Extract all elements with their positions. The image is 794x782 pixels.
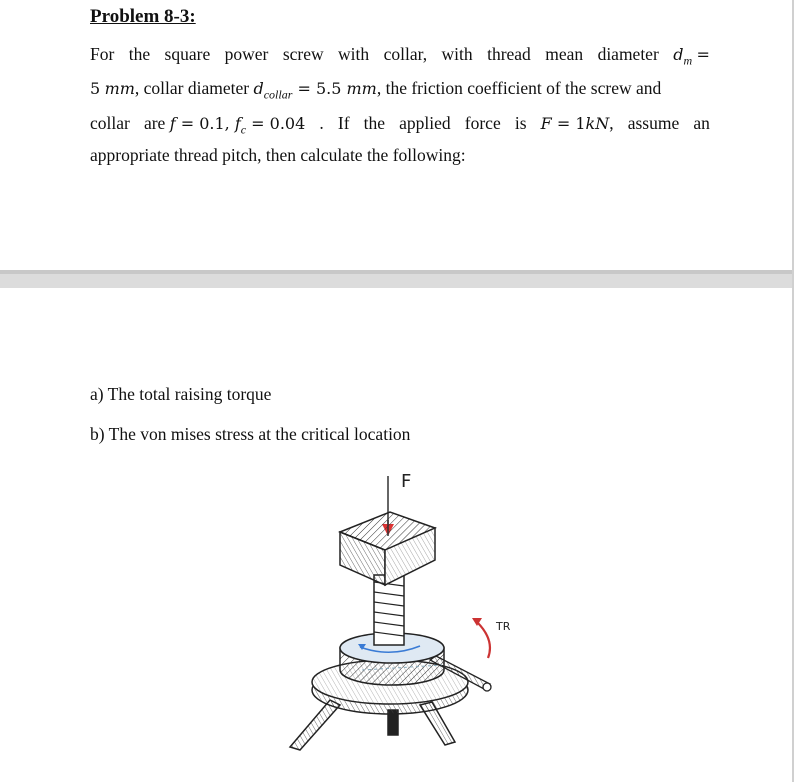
- word: collar: [90, 113, 130, 133]
- math-symbol: F: [540, 114, 552, 133]
- math-equals: =: [696, 45, 710, 64]
- math-value: = 5.5: [292, 79, 347, 98]
- word: assume: [627, 113, 680, 133]
- math-unit: kN: [585, 114, 610, 133]
- word: collar,: [383, 44, 428, 64]
- question-a: a) The total raising torque: [90, 384, 272, 404]
- word: For: [90, 44, 115, 64]
- word: If: [337, 113, 350, 133]
- math-friction: [144, 115, 305, 139]
- math-unit: mm: [346, 79, 377, 98]
- screw-head: [340, 512, 435, 585]
- math-symbol: f: [234, 114, 241, 133]
- word: ,: [609, 113, 614, 133]
- page-separator-shadow: [0, 270, 794, 274]
- problem-line-1: [90, 46, 710, 70]
- math-symbol: d: [673, 45, 684, 64]
- torque-label: TR: [496, 620, 510, 633]
- word: an: [693, 113, 710, 133]
- word: .: [319, 113, 324, 133]
- text: , collar diameter: [134, 78, 254, 98]
- page-separator: [0, 270, 794, 288]
- math-value: 5: [90, 79, 101, 98]
- math-value: = 1: [551, 114, 586, 133]
- word: power: [224, 44, 269, 64]
- text: , the friction coefficient of the screw and: [376, 78, 662, 98]
- math-symbol: d: [253, 79, 264, 98]
- math-subscript: c: [240, 122, 247, 137]
- word: applied: [399, 113, 451, 133]
- question-b: b) The von mises stress at the critical location: [90, 424, 411, 444]
- power-screw-figure: [270, 460, 510, 760]
- word: screw: [282, 44, 324, 64]
- word: are: [143, 113, 166, 133]
- screw-shaft: [374, 575, 404, 645]
- force-label: F: [401, 471, 412, 492]
- math-symbol: f: [169, 114, 176, 133]
- math-subscript: collar: [263, 87, 293, 102]
- word: force: [464, 113, 501, 133]
- problem-line-2: [90, 80, 710, 104]
- math-subscript: m: [683, 53, 693, 68]
- math-value: = 0.04: [246, 114, 306, 133]
- word: square: [164, 44, 211, 64]
- problem-title: Problem 8-3:: [90, 6, 196, 27]
- word: is: [514, 113, 527, 133]
- word: thread: [487, 44, 531, 64]
- math-unit: mm: [104, 79, 135, 98]
- problem-line-4: appropriate thread pitch, then calculate the following:: [90, 145, 466, 165]
- word: the: [128, 44, 151, 64]
- math-value: = 0.1,: [175, 114, 235, 133]
- math-dm: [673, 46, 710, 70]
- math-force: [541, 115, 614, 139]
- torque-arrow: [472, 618, 490, 658]
- word: the: [363, 113, 386, 133]
- problem-line-3: [90, 115, 710, 139]
- word: diameter: [597, 44, 659, 64]
- word: mean: [545, 44, 584, 64]
- word: with: [441, 44, 473, 64]
- word: with: [338, 44, 370, 64]
- page-1: [0, 0, 794, 270]
